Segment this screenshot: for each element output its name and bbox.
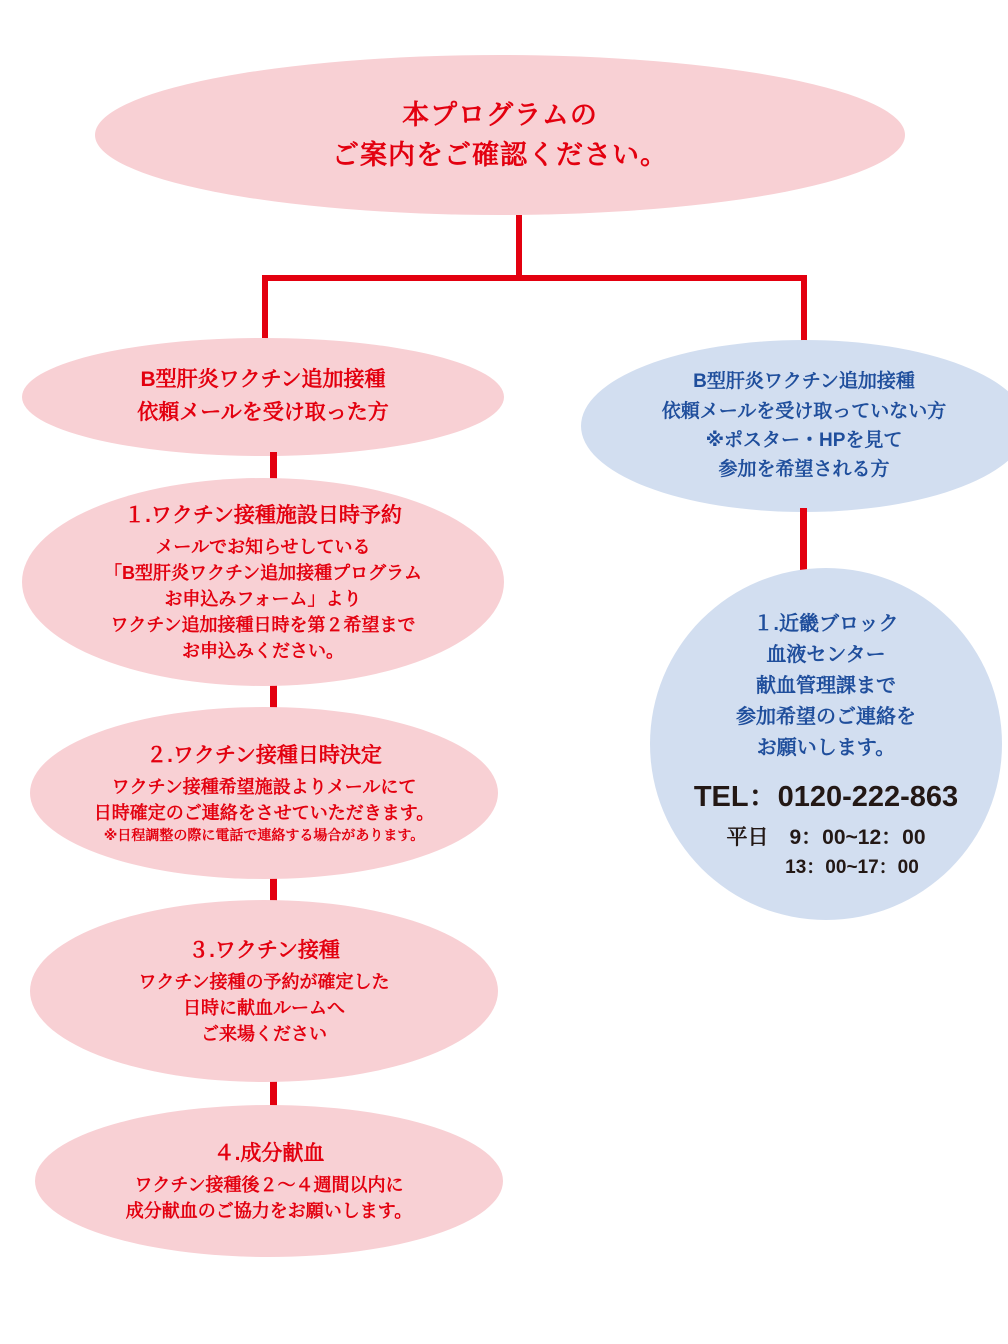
connector-right-down xyxy=(801,275,807,350)
contact-body-line-4: 参加希望のご連絡を xyxy=(736,706,916,728)
node-contact xyxy=(650,568,1002,920)
contact-hours-line-1: 平日 9：00~12：00 xyxy=(726,826,926,849)
left-header-line-1: B型肝炎ワクチン追加接種 xyxy=(140,368,386,392)
step-1-body-line-1: メールでお知らせしている xyxy=(155,536,371,557)
step-1-body-line-2: 「B型肝炎ワクチン追加接種プログラム xyxy=(104,562,422,583)
node-step-3 xyxy=(30,900,498,1082)
program-guide-line-1: 本プログラムの xyxy=(402,99,598,130)
contact-body-line-1: １.近畿ブロック xyxy=(753,613,899,635)
step-3-body-line-2: 日時に献血ルームへ xyxy=(183,997,345,1018)
step-4-body-line-2: 成分献血のご協力をお願いします。 xyxy=(125,1200,413,1221)
contact-body-line-2: 血液センター xyxy=(766,644,886,666)
contact-hours-line-2: 13：00~17：00 xyxy=(785,857,919,878)
node-step-1 xyxy=(22,478,504,686)
step-4-title: ４.成分献血 xyxy=(213,1142,325,1166)
node-step-4 xyxy=(35,1105,503,1257)
connector-horizontal-split xyxy=(262,275,807,281)
step-1-body-line-4: ワクチン追加接種日時を第２希望まで xyxy=(110,614,416,635)
contact-body-line-5: お願いします。 xyxy=(756,737,896,759)
node-left-header xyxy=(22,338,504,456)
step-1-title: １.ワクチン接種施設日時予約 xyxy=(124,504,402,528)
right-header-line-4: 参加を希望される方 xyxy=(718,459,890,481)
connector-right-header-to-contact xyxy=(800,508,807,574)
step-4-body-line-1: ワクチン接種後２～４週間以内に xyxy=(134,1174,404,1195)
node-right-header xyxy=(581,340,1008,512)
step-3-title: ３.ワクチン接種 xyxy=(188,939,340,963)
step-2-body-line-2: 日時確定のご連絡をさせていただきます。 xyxy=(93,802,435,823)
step-3-body-line-3: ご来場ください xyxy=(201,1023,327,1044)
step-1-body-line-3: お申込みフォーム」より xyxy=(164,588,362,609)
program-guide-line-2: ご案内をご確認ください。 xyxy=(332,140,668,170)
node-program-guide xyxy=(95,55,905,215)
step-2-body-line-1: ワクチン接種希望施設よりメールにて xyxy=(111,776,417,797)
contact-body-line-3: 献血管理課まで xyxy=(756,675,896,697)
node-step-2 xyxy=(30,707,498,879)
right-header-line-1: B型肝炎ワクチン追加接種 xyxy=(693,371,915,393)
right-header-line-3: ※ポスター・HPを見て xyxy=(705,430,903,451)
step-2-title: ２.ワクチン接種日時決定 xyxy=(146,744,382,768)
left-header-line-2: 依頼メールを受け取った方 xyxy=(137,401,389,424)
step-1-body-line-5: お申込みください。 xyxy=(182,640,344,661)
connector-title-vertical xyxy=(516,215,522,280)
contact-telephone[interactable]: TEL：0120-222-863 xyxy=(693,781,959,813)
step-2-note: ※日程調整の際に電話で連絡する場合があります。 xyxy=(103,827,425,844)
step-3-body-line-1: ワクチン接種の予約が確定した xyxy=(138,971,390,992)
right-header-line-2: 依頼メールを受け取っていない方 xyxy=(661,400,947,422)
